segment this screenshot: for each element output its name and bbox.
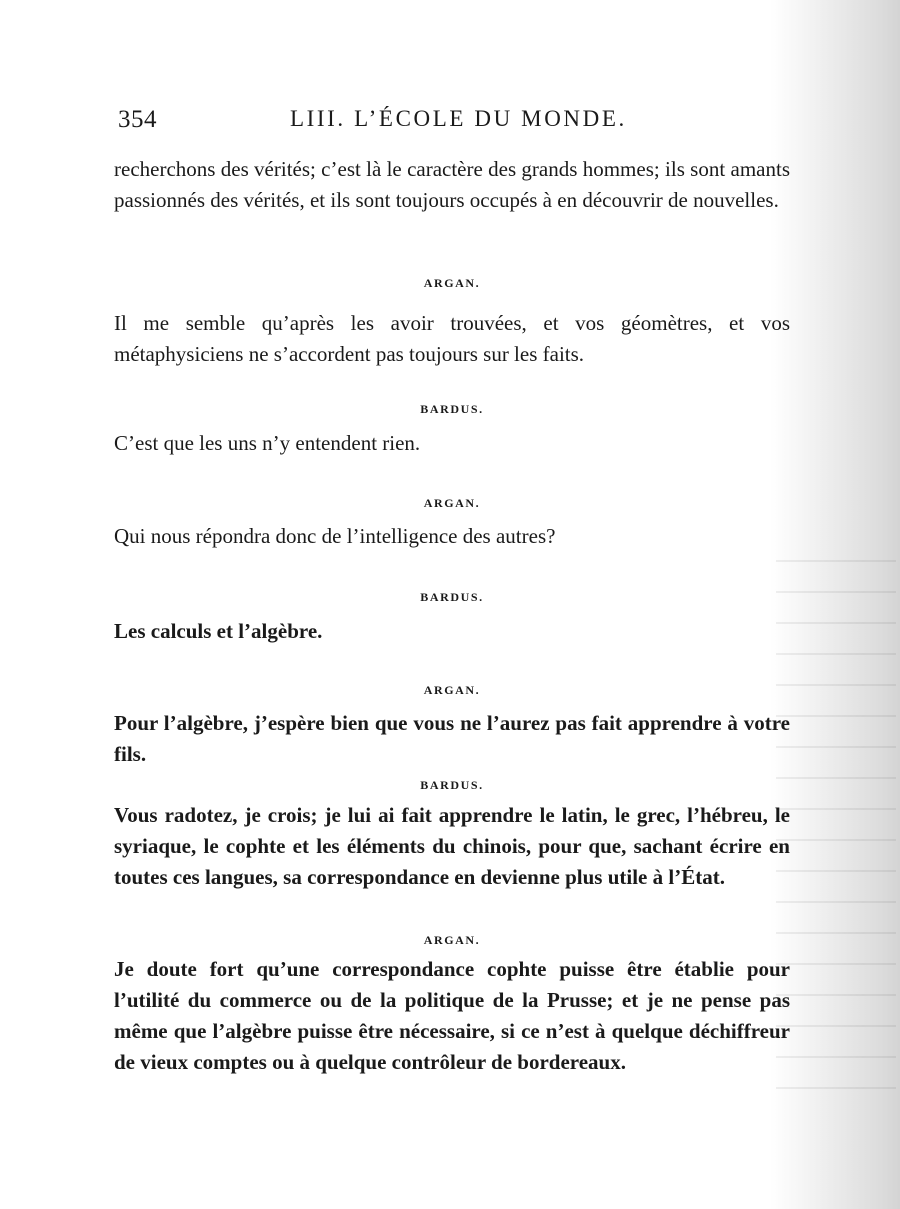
running-head (118, 106, 628, 142)
paragraph-text: Les calculs et l’algèbre. (114, 619, 323, 643)
dialogue-argan-2-text (114, 521, 790, 552)
speaker-label: ARGAN. (423, 496, 481, 510)
running-title: LIII. L’ÉCOLE DU MONDE. (290, 106, 627, 131)
show-through-text (776, 560, 896, 1120)
speaker-label: BARDUS. (420, 590, 484, 604)
dialogue-argan-4-text (114, 954, 790, 1078)
page-number: 354 (118, 106, 157, 133)
speaker-label: BARDUS. (420, 402, 484, 416)
paragraph-text: recherchons des vérités; c’est là le caractère des grands hommes; ils sont amants passionnés des vérités, et ils sont toujours occupés à en découvrir de nouvelles. (114, 157, 790, 212)
speaker-label: ARGAN. (423, 933, 481, 947)
dialogue-bardus-1-text (114, 428, 790, 459)
speaker-label: ARGAN. (423, 683, 481, 697)
paragraph-text: Il me semble qu’après les avoir trouvées, et vos géomètres, et vos métaphysiciens ne s’accordent pas toujours sur les faits. (114, 311, 790, 366)
paragraph-text: C’est que les uns n’y entendent rien. (114, 431, 421, 455)
dialogue-argan-3-text (114, 708, 790, 770)
dialogue-bardus-3-text (114, 800, 790, 893)
paragraph-continuation (114, 154, 790, 216)
dialogue-argan-1-text (114, 308, 790, 370)
speaker-label: BARDUS. (420, 778, 484, 792)
paragraph-text: Qui nous répondra donc de l’intelligence des autres? (114, 524, 556, 548)
dialogue-bardus-2-text (114, 616, 790, 647)
speaker-label: ARGAN. (423, 276, 481, 290)
paragraph-text: Je doute fort qu’une correspondance cophte puisse être établie pour l’utilité du commerce ou de la politique de la Prusse; et je ne pense pas même que l’algèbre puisse être nécessaire, si ce n’est à quelque déchiffreur de vieux comptes ou à quelque contrôleur de bordereaux. (114, 957, 790, 1074)
paragraph-text: Vous radotez, je crois; je lui ai fait apprendre le latin, le grec, l’hébreu, le syriaque, le cophte et les éléments du chinois, pour que, sachant écrire en toutes ces langues, sa correspondance en devienne plus utile à l’État. (114, 803, 790, 889)
paragraph-text: Pour l’algèbre, j’espère bien que vous ne l’aurez pas fait apprendre à votre fils. (114, 711, 790, 766)
